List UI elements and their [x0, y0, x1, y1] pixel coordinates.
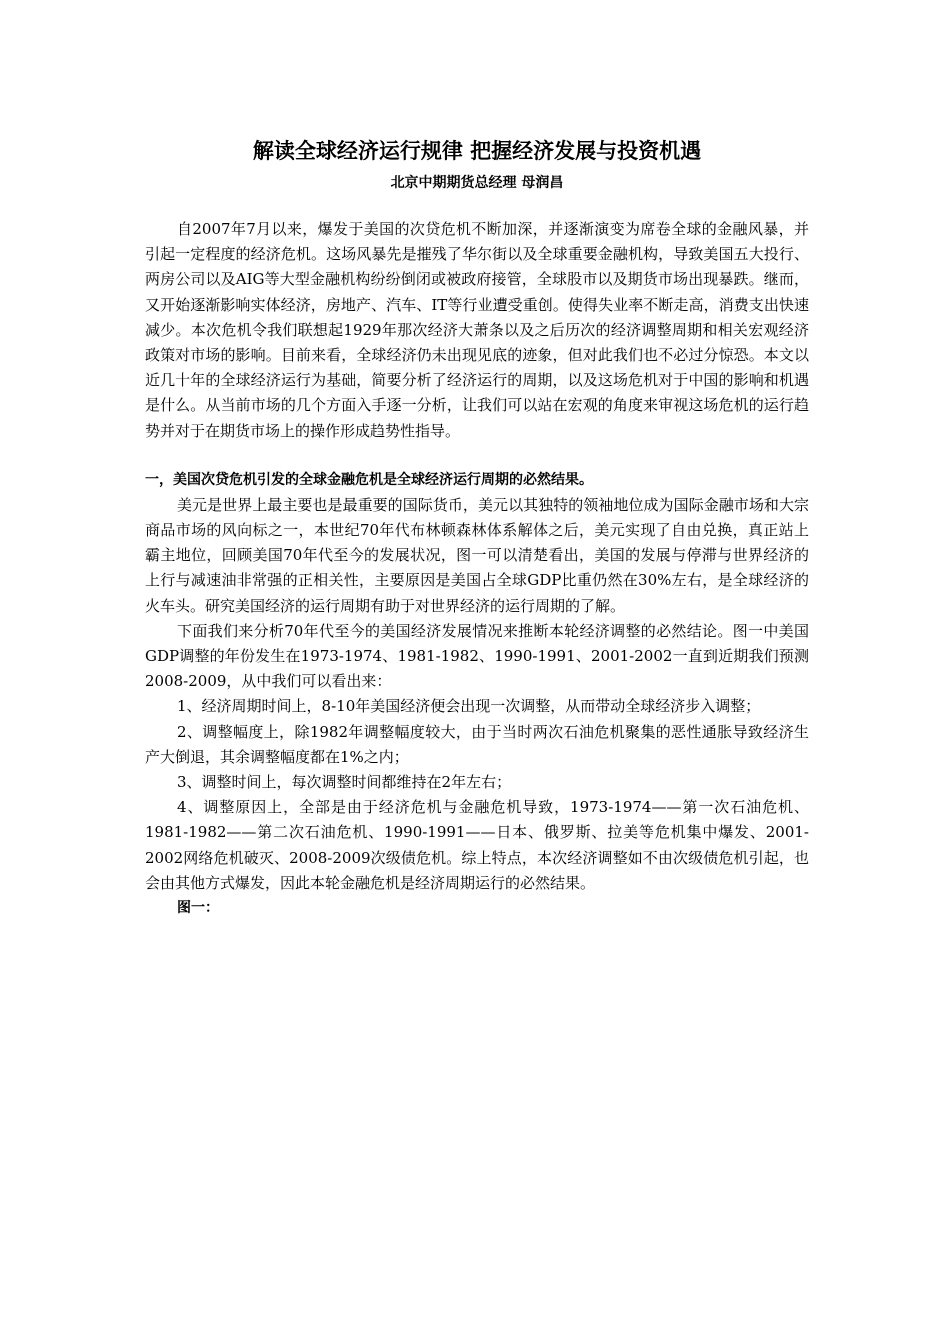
list-item-2: 2、调整幅度上，除1982年调整幅度较大，由于当时两次石油危机聚集的恶性通胀导致经济生产大倒退，其余调整幅度都在1%之内；: [145, 722, 809, 766]
document-title: 解读全球经济运行规律 把握经济发展与投资机遇: [252, 139, 702, 163]
section-paragraph-1: 美元是世界上最主要也是最重要的国际货币，美元以其独特的领袖地位成为国际金融市场和大宗商品市场的风向标之一，本世纪70年代布林顿森林体系解体之后，美元实现了自由兑换，真正站上霸主地位，回顾美国70年代至今的发展状况，图一可以清楚看出，美国的发展与停滞与世界经济的上行与减速油非常强的正相关性，主要原因是美国占全球GDP比重仍然在30%左右，是全球经济的火车头。研究美国经济的运行周期有助于对世界经济的运行周期的了解。: [145, 495, 809, 615]
intro-paragraph: 自2007年7月以来，爆发于美国的次贷危机不断加深，并逐渐演变为席卷全球的金融风暴，并引起一定程度的经济危机。这场风暴先是摧残了华尔街以及全球重要金融机构，导致美国五大投行、两房公司以及AIG等大型金融机构纷纷倒闭或被政府接管，全球股市以及期货市场出现暴跌。继而，又开始逐渐影响实体经济，房地产、汽车、IT等行业遭受重创。使得失业率不断走高，消费支出快速减少。本次危机令我们联想起1929年那次经济大萧条以及之后历次的经济调整周期和相关宏观经济政策对市场的影响。目前来看，全球经济仍未出现见底的迹象，但对此我们也不必过分惊恐。本文以近几十年的全球经济运行为基础，简要分析了经济运行的周期，以及这场危机对于中国的影响和机遇是什么。从当前市场的几个方面入手逐一分析，让我们可以站在宏观的角度来审视这场危机的运行趋势并对于在期货市场上的操作形成趋势性指导。: [145, 220, 809, 440]
list-item-1: 1、经济周期时间上，8-10年美国经济便会出现一次调整，从而带动全球经济步入调整；: [177, 697, 761, 716]
figure-label: 图一：: [177, 900, 219, 917]
document-page: [145, 136, 809, 921]
list-item-3: 3、调整时间上，每次调整时间都维持在2年左右；: [177, 773, 512, 792]
list-item-4: 4、调整原因上，全部是由于经济危机与金融危机导致，1973-1974——第一次石油危机、1981-1982——第二次石油危机、1990-1991——日本、俄罗斯、拉美等危机集中爆发、2001-2002网络危机破灭、2008-2009次级债危机。综上特点，本次经济调整如不由次级债危机引起，也会由其他方式爆发，因此本轮金融危机是经济周期运行的必然结果。: [145, 798, 809, 892]
author-line: 北京中期期货总经理 母润昌: [390, 175, 564, 191]
section-heading: 一，美国次贷危机引发的全球金融危机是全球经济运行周期的必然结果。: [145, 471, 593, 488]
section-paragraph-2: 下面我们来分析70年代至今的美国经济发展情况来推断本轮经济调整的必然结论。图一中美国GDP调整的年份发生在1973-1974、1981-1982、1990-1991、2001-2002一直到近期我们预测2008-2009，从中我们可以看出来：: [145, 621, 809, 691]
